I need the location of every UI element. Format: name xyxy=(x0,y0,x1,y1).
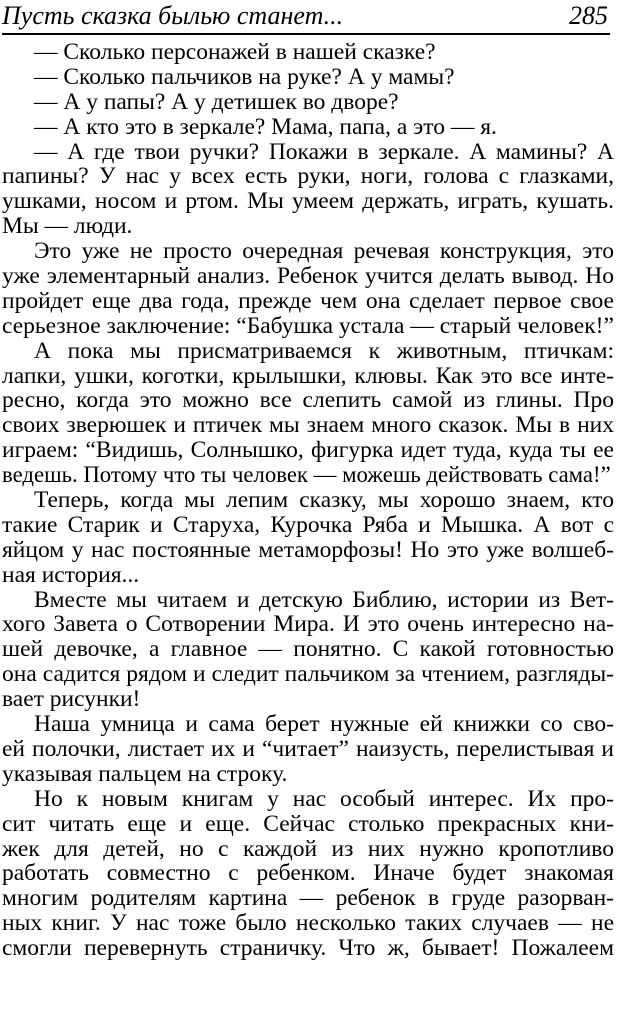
text-line: хого Завета о Сотворении Мира. И это очень интересно на- xyxy=(2,612,614,638)
body-text xyxy=(2,40,614,961)
text-line: Мы — люди. xyxy=(2,214,133,240)
text-line: работать совместно с ребенком. Иначе будет знакомая xyxy=(2,861,614,887)
text-line: пройдет еще два года, прежде чем она сделает первое свое xyxy=(2,288,614,314)
text-line: ных книг. У нас тоже было несколько таких случаев — не xyxy=(2,911,614,937)
text-line: смогли перевернуть страничку. Что ж, бывает! Пожалеем xyxy=(2,936,614,961)
text-line: шей девочке, а главное — понятно. С какой готовностью xyxy=(2,637,614,663)
running-title: Пусть сказка былью станет... xyxy=(2,1,344,30)
text-line: А пока мы присматриваемся к животным, птичкам: xyxy=(34,338,614,364)
text-line: папины? У нас у всех есть руки, ноги, голова с глазками, xyxy=(2,164,614,190)
text-line: жек для детей, но с каждой из них нужно кропотливо xyxy=(2,836,614,862)
text-line: лапки, ушки, коготки, крылышки, клювы. Как это все инте- xyxy=(2,363,614,389)
page-number: 285 xyxy=(569,1,608,30)
text-line: уже элементарный анализ. Ребенок учится делать вывод. Но xyxy=(2,264,614,289)
text-line: ресно, когда это можно все слепить самой из глины. Про xyxy=(2,388,614,414)
text-line: яйцом у нас постоянные метаморфозы! Но это уже волшеб- xyxy=(2,537,614,563)
text-line: своих зверюшек и птичек мы знаем много сказок. Мы в них xyxy=(2,413,614,439)
text-line: Наша умница и сама берет нужные ей книжки со сво- xyxy=(34,712,614,737)
text-line: ведешь. Потому что ты человек — можешь действовать сама!” xyxy=(2,463,611,488)
text-line: указывая пальцем на строку. xyxy=(2,761,288,787)
text-line: — А у папы? А у детишек во дворе? xyxy=(34,89,399,115)
text-line: многим родителям картина — ребенок в груде разорван- xyxy=(2,886,614,912)
text-line: — Сколько персонажей в нашей сказке? xyxy=(34,40,436,65)
text-line: играем: “Видишь, Солнышко, фигурка идет туда, куда ты ее xyxy=(2,438,614,464)
text-line: Это уже не просто очередная речевая конструкция, это xyxy=(34,239,614,265)
text-line: такие Старик и Старуха, Курочка Ряба и Мышка. А вот с xyxy=(2,512,614,538)
text-line: — Сколько пальчиков на руке? А у мамы? xyxy=(34,64,455,90)
text-line: Но к новым книгам у нас особый интерес. Их про- xyxy=(34,786,614,812)
text-line: Вместе мы читаем и детскую Библию, истории из Вет- xyxy=(34,587,614,613)
text-line: ушками, носом и ртом. Мы умеем держать, играть, кушать. xyxy=(2,189,614,215)
text-line: Теперь, когда мы лепим сказку, мы хорошо знаем, кто xyxy=(34,488,614,513)
text-line: ная история... xyxy=(2,562,140,588)
text-line: ей полочки, листает их и “читает” наизусть, перелистывая и xyxy=(2,736,614,762)
text-line: — А где твои ручки? Покажи в зеркале. А мамины? А xyxy=(34,139,614,165)
text-line: серьезное заключение: “Бабушка устала — старый человек!” xyxy=(2,313,614,339)
page-header xyxy=(2,0,610,35)
text-line: вает рисунки! xyxy=(2,687,141,713)
text-line: сит читать еще и еще. Сейчас столько прекрасных кни- xyxy=(2,811,614,837)
text-line: — А кто это в зеркале? Мама, папа, а это — я. xyxy=(34,114,497,140)
text-line: она садится рядом и следит пальчиком за чтением, разгляды- xyxy=(2,662,614,688)
